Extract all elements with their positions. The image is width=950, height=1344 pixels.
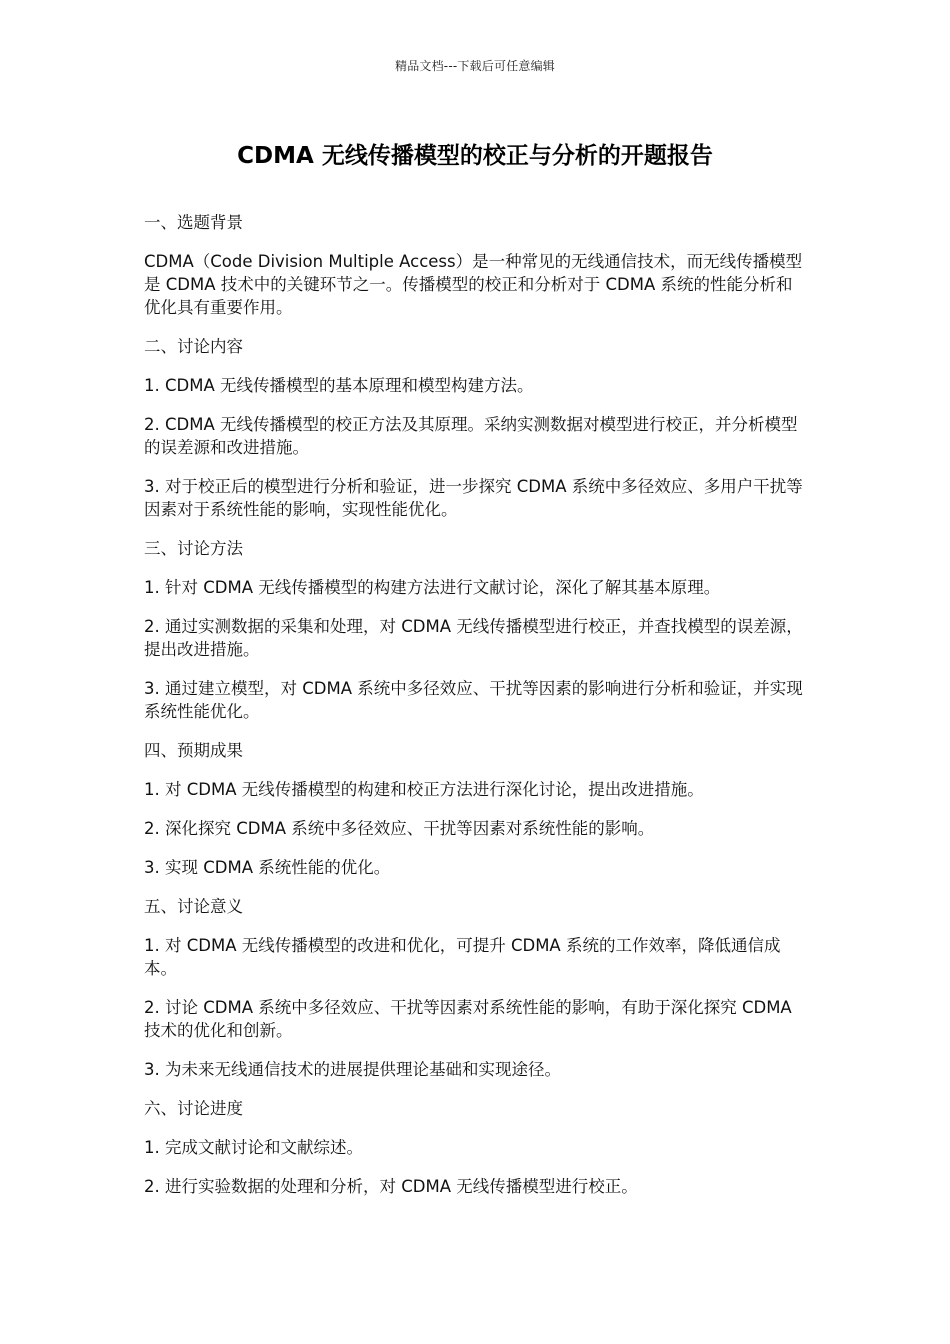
paragraph: 2. 进行实验数据的处理和分析，对 CDMA 无线传播模型进行校正。 bbox=[144, 1177, 638, 1196]
section-heading-background: 一、选题背景 bbox=[144, 213, 243, 232]
document-body bbox=[144, 211, 808, 1214]
paragraph: 1. 完成文献讨论和文献综述。 bbox=[144, 1138, 363, 1157]
paragraph: 3. 为未来无线通信技术的进展提供理论基础和实现途径。 bbox=[144, 1060, 561, 1079]
paragraph: 1. 对 CDMA 无线传播模型的构建和校正方法进行深化讨论，提出改进措施。 bbox=[144, 780, 704, 799]
paragraph: 3. 实现 CDMA 系统性能的优化。 bbox=[144, 858, 391, 877]
paragraph: 2. 通过实测数据的采集和处理，对 CDMA 无线传播模型进行校正，并查找模型的误差源，提出改进措施。 bbox=[144, 617, 803, 659]
paragraph: 2. 讨论 CDMA 系统中多径效应、干扰等因素对系统性能的影响，有助于深化探究 CDMA 技术的优化和创新。 bbox=[144, 998, 792, 1040]
paragraph: 1. 针对 CDMA 无线传播模型的构建方法进行文献讨论，深化了解其基本原理。 bbox=[144, 578, 721, 597]
paragraph: 3. 对于校正后的模型进行分析和验证，进一步探究 CDMA 系统中多径效应、多用户干扰等因素对于系统性能的影响，实现性能优化。 bbox=[144, 477, 803, 519]
paragraph: 2. 深化探究 CDMA 系统中多径效应、干扰等因素对系统性能的影响。 bbox=[144, 819, 655, 838]
section-heading-significance: 五、讨论意义 bbox=[144, 897, 243, 916]
header-note: 精品文档---下载后可任意编辑 bbox=[395, 59, 555, 73]
document-title: CDMA 无线传播模型的校正与分析的开题报告 bbox=[237, 143, 713, 169]
section-heading-outcomes: 四、预期成果 bbox=[144, 741, 243, 760]
paragraph: CDMA（Code Division Multiple Access）是一种常见的无线通信技术，而无线传播模型是 CDMA 技术中的关键环节之一。传播模型的校正和分析对于 CDMA 系统的性能分析和优化具有重要作用。 bbox=[144, 252, 803, 317]
section-heading-content: 二、讨论内容 bbox=[144, 337, 243, 356]
paragraph: 3. 通过建立模型，对 CDMA 系统中多径效应、干扰等因素的影响进行分析和验证，并实现系统性能优化。 bbox=[144, 679, 803, 721]
paragraph: 2. CDMA 无线传播模型的校正方法及其原理。采纳实测数据对模型进行校正，并分析模型的误差源和改进措施。 bbox=[144, 415, 798, 457]
section-heading-schedule: 六、讨论进度 bbox=[144, 1099, 243, 1118]
paragraph: 1. CDMA 无线传播模型的基本原理和模型构建方法。 bbox=[144, 376, 534, 395]
paragraph: 1. 对 CDMA 无线传播模型的改进和优化，可提升 CDMA 系统的工作效率，降低通信成本。 bbox=[144, 936, 781, 978]
section-heading-methods: 三、讨论方法 bbox=[144, 539, 243, 558]
